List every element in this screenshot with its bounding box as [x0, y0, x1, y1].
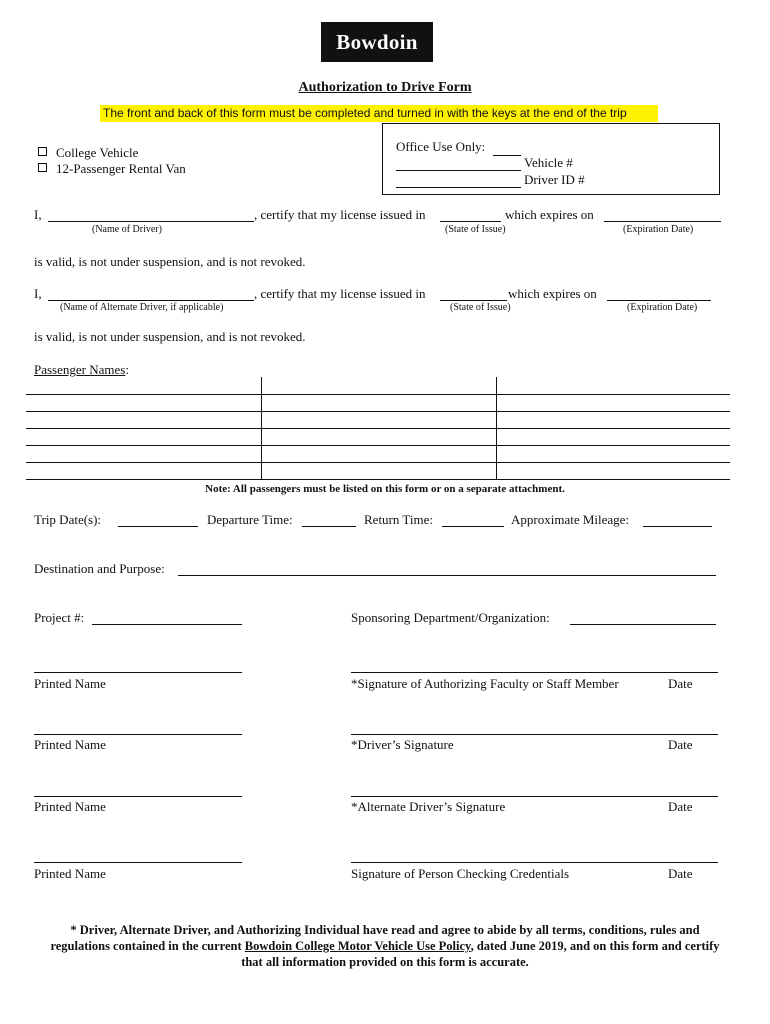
vehicle-option-label: College Vehicle — [56, 145, 139, 160]
signature-label: *Alternate Driver’s Signature — [351, 799, 506, 814]
departure-time-label: Departure Time: — [207, 512, 293, 527]
sponsor-label: Sponsoring Department/Organization: — [351, 610, 550, 625]
alt-driver-certify-text: , certify that my license issued in — [254, 286, 426, 301]
printed-name-field[interactable] — [34, 862, 242, 863]
footer-line-2 — [0, 938, 770, 954]
driver-prefix: I, — [34, 207, 42, 222]
printed-name-label: Printed Name — [34, 866, 106, 881]
driver-expiration-field[interactable] — [604, 221, 721, 222]
alt-driver-name-field[interactable] — [48, 300, 254, 301]
checkbox-college-vehicle[interactable] — [38, 147, 47, 156]
footer-line-1: * Driver, Alternate Driver, and Authorizing Individual have read and agree to abide by all terms, conditions, rules and — [70, 923, 700, 937]
signature-field[interactable] — [351, 734, 718, 735]
destination-label: Destination and Purpose: — [34, 561, 165, 576]
printed-name-label: Printed Name — [34, 799, 106, 814]
driver-id-field[interactable] — [396, 187, 521, 188]
alt-driver-prefix: I, — [34, 286, 42, 301]
driver-name-field[interactable] — [48, 221, 254, 222]
alt-driver-name-caption: (Name of Alternate Driver, if applicable) — [60, 302, 224, 313]
driver-id-label: Driver ID # — [524, 172, 585, 187]
driver-name-caption: (Name of Driver) — [92, 224, 162, 235]
printed-name-label: Printed Name — [34, 676, 106, 691]
trip-dates-field[interactable] — [118, 526, 198, 527]
signature-label: *Signature of Authorizing Faculty or Staff Member — [351, 676, 619, 691]
driver-expiration-caption: (Expiration Date) — [623, 224, 694, 235]
passenger-row-line[interactable] — [26, 428, 730, 429]
vehicle-option-college[interactable] — [38, 145, 138, 161]
passenger-names-colon: : — [125, 362, 129, 377]
footer-line-3: that all information provided on this form is accurate. — [241, 955, 529, 969]
destination-field[interactable] — [178, 575, 716, 576]
return-time-field[interactable] — [442, 526, 504, 527]
sponsor-field[interactable] — [570, 624, 716, 625]
bowdoin-logo: Bowdoin — [321, 22, 433, 62]
alt-driver-expires-text: which expires on — [508, 286, 597, 301]
alt-driver-valid-text: is valid, is not under suspension, and is not revoked. — [34, 329, 306, 344]
passenger-row-line[interactable] — [26, 462, 730, 463]
mileage-field[interactable] — [643, 526, 712, 527]
return-time-label: Return Time: — [364, 512, 433, 527]
date-label: Date — [668, 737, 693, 752]
departure-time-field[interactable] — [302, 526, 356, 527]
passenger-note: Note: All passengers must be listed on this form or on a separate attachment. — [205, 483, 565, 495]
driver-certify-text: , certify that my license issued in — [254, 207, 426, 222]
vehicle-option-label: 12-Passenger Rental Van — [56, 161, 186, 176]
printed-name-field[interactable] — [34, 734, 242, 735]
printed-name-field[interactable] — [34, 672, 242, 673]
footer-statement — [0, 922, 770, 970]
passenger-row-line[interactable] — [26, 411, 730, 412]
signature-label: Signature of Person Checking Credentials — [351, 866, 570, 881]
driver-state-caption: (State of Issue) — [445, 224, 506, 235]
policy-link[interactable]: Bowdoin College Motor Vehicle Use Policy — [244, 939, 471, 953]
project-field[interactable] — [92, 624, 242, 625]
page-title: Authorization to Drive Form — [298, 80, 472, 95]
date-label: Date — [668, 799, 693, 814]
printed-name-field[interactable] — [34, 796, 242, 797]
passenger-row-line[interactable] — [26, 479, 730, 480]
passenger-row-line[interactable] — [26, 394, 730, 395]
mileage-label: Approximate Mileage: — [511, 512, 630, 527]
trip-dates-label: Trip Date(s): — [34, 512, 102, 527]
vehicle-number-field[interactable] — [396, 170, 521, 171]
printed-name-label: Printed Name — [34, 737, 106, 752]
driver-expires-text: which expires on — [505, 207, 594, 222]
vehicle-option-van[interactable] — [38, 161, 186, 177]
signature-field[interactable] — [351, 862, 718, 863]
office-use-title-line — [493, 155, 521, 156]
alt-driver-state-field[interactable] — [440, 300, 507, 301]
signature-field[interactable] — [351, 796, 718, 797]
passenger-row-line[interactable] — [26, 445, 730, 446]
signature-label: *Driver’s Signature — [351, 737, 454, 752]
alt-driver-state-caption: (State of Issue) — [450, 302, 511, 313]
driver-valid-text: is valid, is not under suspension, and is not revoked. — [34, 254, 306, 269]
project-label: Project #: — [34, 610, 85, 625]
signature-field[interactable] — [351, 672, 718, 673]
office-use-title: Office Use Only: — [396, 139, 486, 154]
alt-driver-expiration-caption: (Expiration Date) — [627, 302, 698, 313]
passenger-names-label — [34, 362, 129, 378]
alt-driver-expiration-field[interactable] — [607, 300, 711, 301]
passenger-names-label-text: Passenger Names — [34, 362, 126, 377]
checkbox-rental-van[interactable] — [38, 163, 47, 172]
vehicle-number-label: Vehicle # — [524, 155, 573, 170]
date-label: Date — [668, 676, 693, 691]
driver-state-field[interactable] — [440, 221, 501, 222]
date-label: Date — [668, 866, 693, 881]
footer-line-2-pre: regulations contained in the current — [50, 939, 245, 953]
completion-notice: The front and back of this form must be completed and turned in with the keys at the end of the trip — [100, 105, 658, 122]
footer-line-2-post: , dated June 2019, and on this form and certify — [470, 939, 720, 953]
